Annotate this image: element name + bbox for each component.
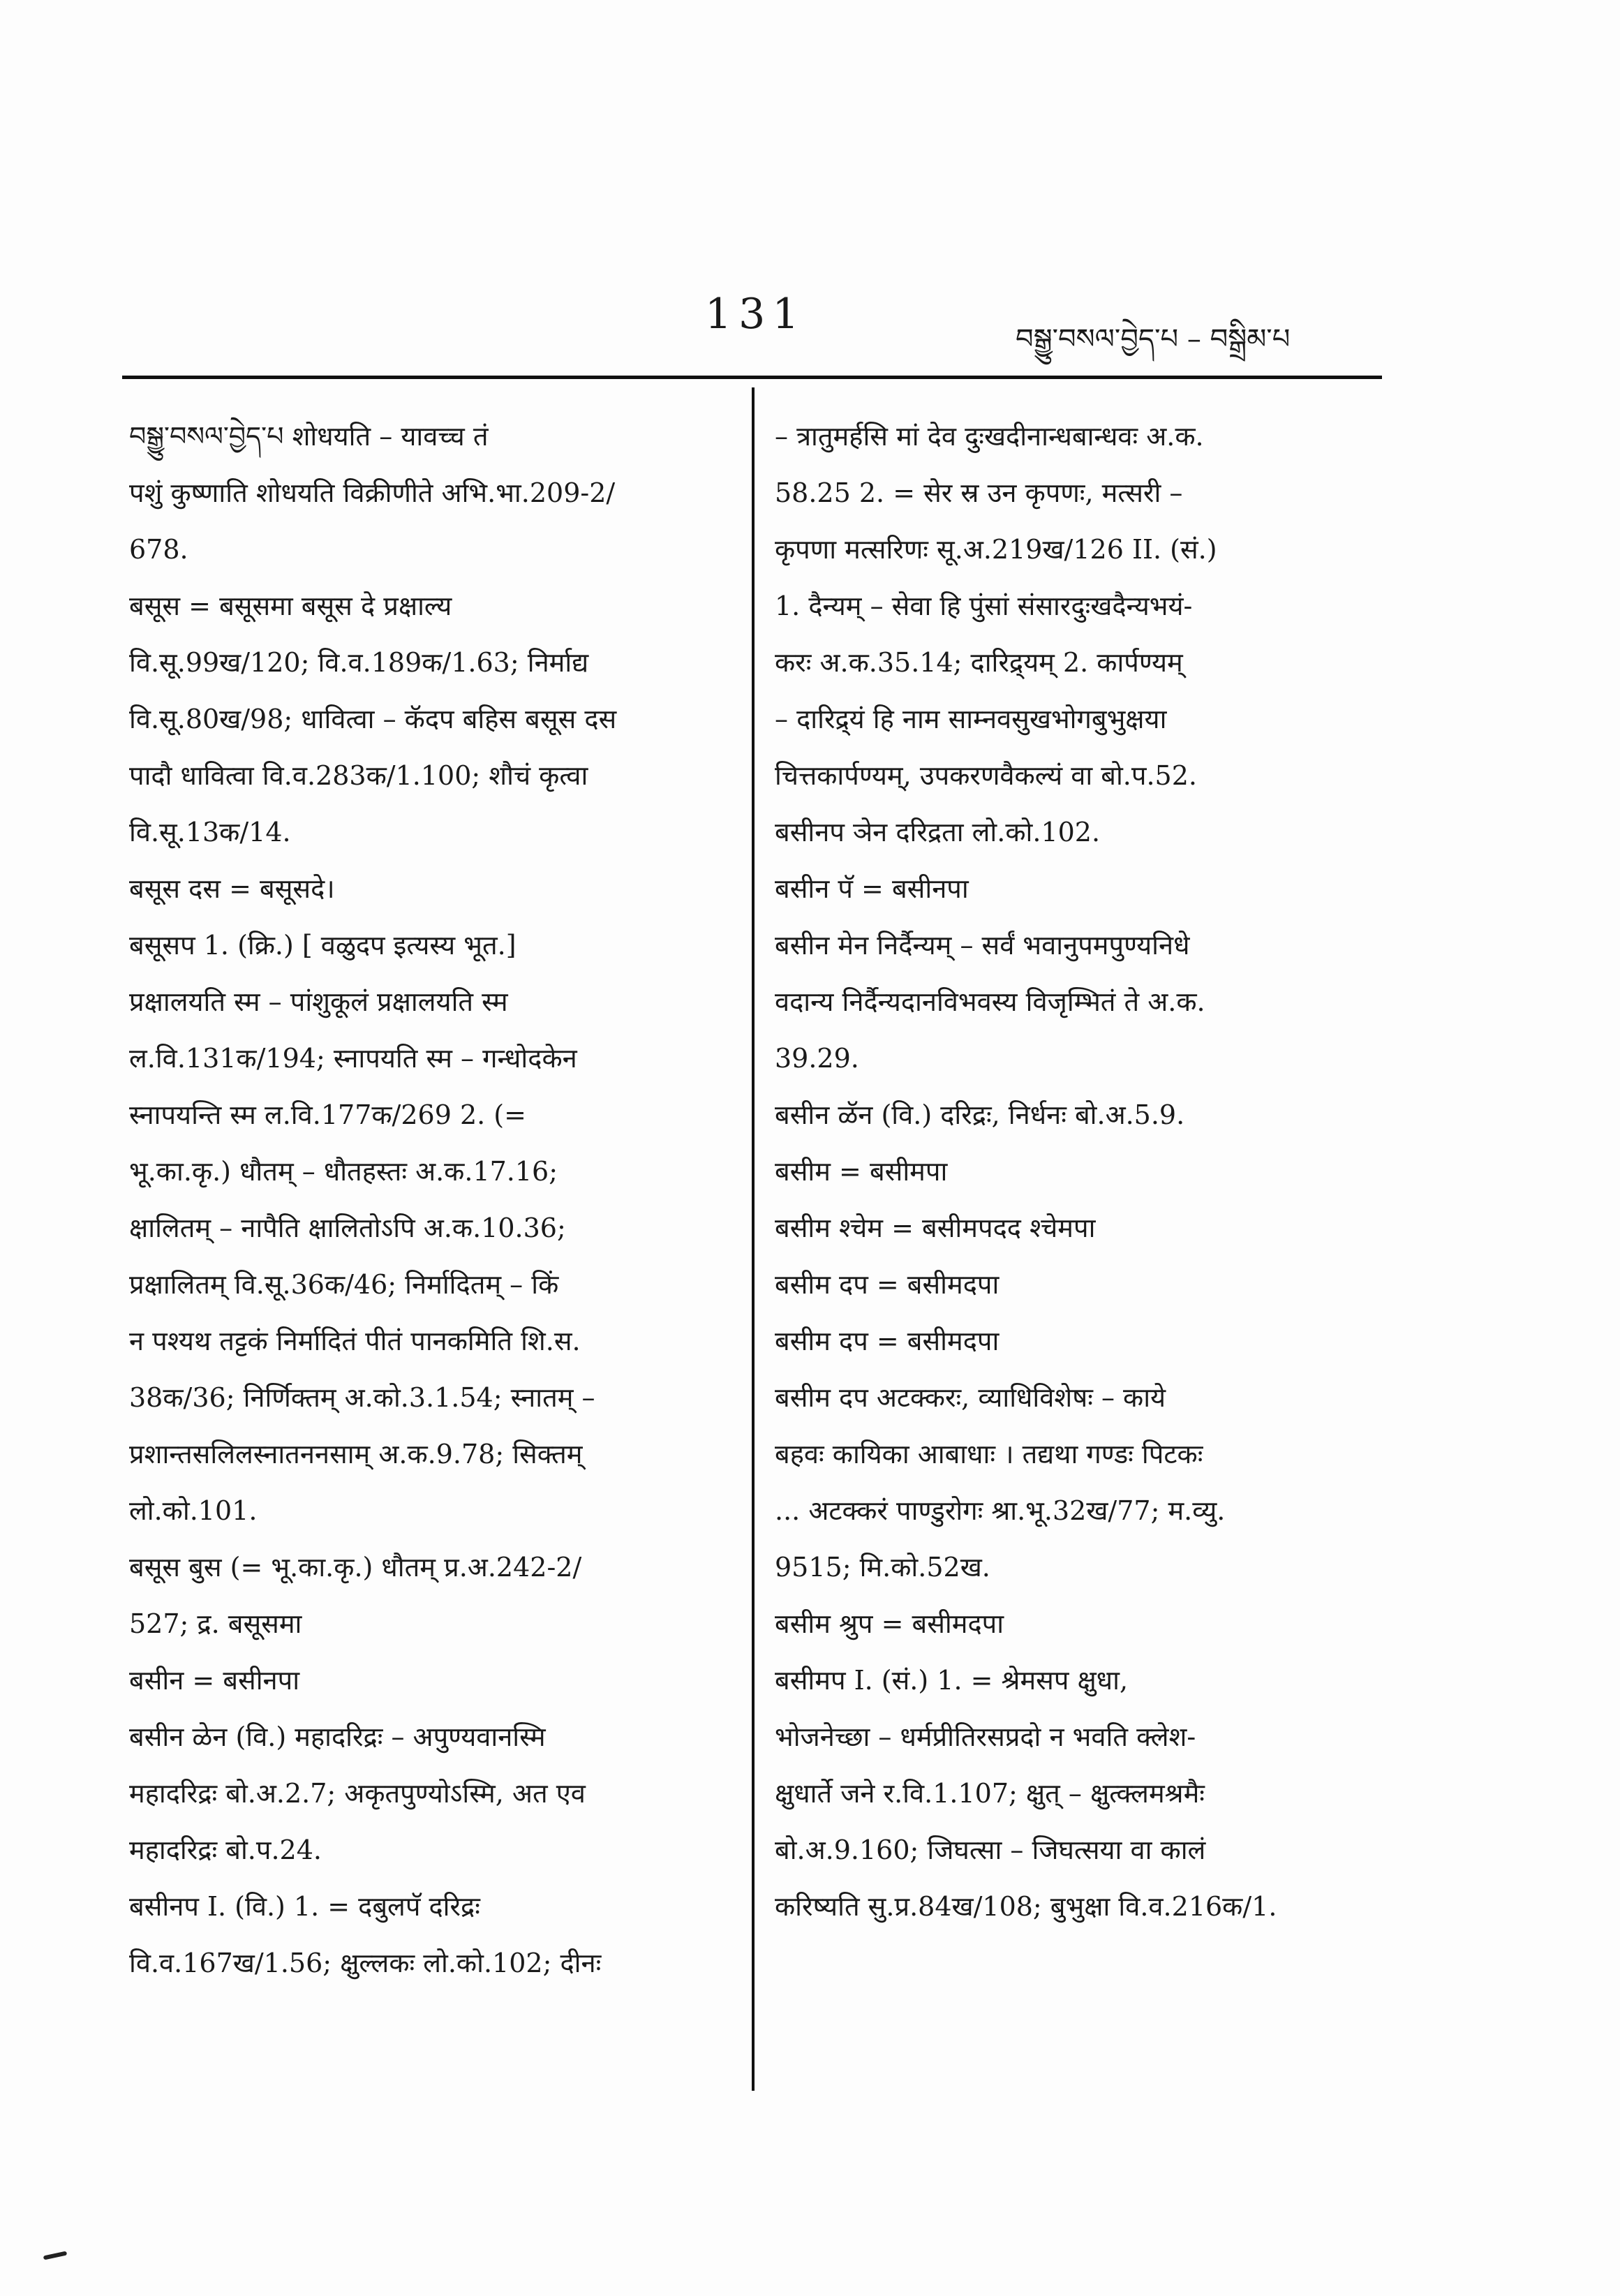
right-column-line: बसीम दप अटक्करः, व्याधिविशेषः – काये — [775, 1382, 1166, 1413]
right-column-line: करिष्यति सु.प्र.84ख/108; बुभुक्षा वि.व.216क/1. — [775, 1891, 1277, 1922]
right-column-line: बसीनप ञेन दरिद्रता लो.को.102. — [775, 817, 1101, 847]
right-column-line: ... अटक्करं पाण्डुरोगः श्रा.भू.32ख/77; म.व्यु. — [775, 1495, 1226, 1526]
running-head: བསྒྱུ་བསལ་བྱེད་པ – བསྒྲིམ་པ — [1016, 323, 1291, 355]
right-column-line: बसीम श्रुप = बसीमदपा — [775, 1608, 1004, 1639]
right-column-line: कृपणा मत्सरिणः सू.अ.219ख/126 II. (सं.) — [775, 534, 1217, 565]
left-column-line: ल.वि.131क/194; स्नापयति स्म – गन्धोदकेन — [129, 1043, 577, 1074]
right-column-line: भोजनेच्छा – धर्मप्रीतिरसप्रदो न भवति क्लेश- — [775, 1721, 1196, 1752]
right-column-line: बसीमप I. (सं.) 1. = श्रेमसप क्षुधा, — [775, 1665, 1129, 1696]
left-column-line: प्रक्षालितम् वि.सू.36क/46; निर्मादितम् – किं — [129, 1269, 559, 1300]
left-column-line: बसीन = बसीनपा — [129, 1665, 300, 1696]
top-rule — [122, 376, 1382, 379]
right-column-line: बसीन ळॅन (वि.) दरिद्रः, निर्धनः बो.अ.5.9. — [775, 1099, 1185, 1130]
right-column-line: 58.25 2. = सेर स्र उन कृपणः, मत्सरी – — [775, 477, 1183, 508]
right-column-line: करः अ.क.35.14; दारिद्र्यम् 2. कार्पण्यम् — [775, 647, 1183, 678]
right-column-line: – त्रातुमर्हसि मां देव दुःखदीनान्धबान्धवः अ.क. — [775, 421, 1204, 452]
right-column-line: बसीम = बसीमपा — [775, 1156, 948, 1187]
left-column-line: पशुं कुष्णाति शोधयति विक्रीणीते अभि.भा.209-2/ — [129, 477, 616, 508]
left-column-line: महादरिद्रः बो.प.24. — [129, 1835, 322, 1865]
left-column-line: बसूस बुस (= भू.का.कृ.) धौतम् प्र.अ.242-2/ — [129, 1552, 582, 1583]
left-column-line: महादरिद्रः बो.अ.2.7; अकृतपुण्योऽस्मि, अत एव — [129, 1778, 586, 1809]
left-column-line: बसीन ळेन (वि.) महादरिद्रः – अपुण्यवानस्मि — [129, 1721, 546, 1752]
left-column-line: स्नापयन्ति स्म ल.वि.177क/269 2. (= — [129, 1099, 526, 1130]
right-column-line: 9515; मि.को.52ख. — [775, 1552, 990, 1583]
column-divider — [752, 387, 755, 2091]
left-column-line: 678. — [129, 534, 188, 565]
left-column-line: བསྒྱུ་བསལ་བྱེད་པ शोधयति – यावच्च तं — [129, 421, 489, 452]
right-column-line: बो.अ.9.160; जिघत्सा – जिघत्सया वा कालं — [775, 1835, 1206, 1865]
right-column-line: क्षुधार्ते जने र.वि.1.107; क्षुत् – क्षुत्क्लमश्रमैः — [775, 1778, 1205, 1809]
left-column-line: वि.व.167ख/1.56; क्षुल्लकः लो.को.102; दीनः — [129, 1948, 602, 1978]
left-column-line: प्रशान्तसलिलस्नातननसाम् अ.क.9.78; सिक्तम् — [129, 1439, 583, 1469]
left-column — [129, 408, 715, 1992]
left-column-line: वि.सू.99ख/120; वि.व.189क/1.63; निर्माद्य — [129, 647, 589, 678]
left-column-line: प्रक्षालयति स्म – पांशुकूलं प्रक्षालयति स्म — [129, 986, 508, 1017]
page-number: 131 — [705, 290, 806, 339]
left-column-line: बसूस = बसूसमा बसूस दे प्रक्षाल्य — [129, 591, 452, 621]
left-column-line: वि.सू.80ख/98; धावित्वा – कॅदप बहिस बसूस दस — [129, 704, 617, 734]
scan-mark — [43, 2251, 68, 2260]
right-column-line: बसीम दप = बसीमदपा — [775, 1326, 1000, 1356]
left-column-line: न पश्यथ तट्टकं निर्मादितं पीतं पानकमिति शि.स. — [129, 1326, 581, 1356]
right-column — [775, 408, 1375, 1935]
right-column-line: बसीम श्चेम = बसीमपदद श्चेमपा — [775, 1213, 1096, 1243]
right-column-line: चित्तकार्पण्यम्, उपकरणवैकल्यं वा बो.प.52. — [775, 760, 1197, 791]
left-column-line: बसूसप 1. (क्रि.) [ वळुदप इत्यस्य भूत.] — [129, 930, 517, 961]
right-column-line: बसीन मेन निर्दैन्यम् – सर्वं भवानुपमपुण्यनिधे — [775, 930, 1190, 961]
left-column-line: बसूस दस = बसूसदे। — [129, 873, 335, 904]
right-column-line: वदान्य निर्दैन्यदानविभवस्य विजृम्भितं ते अ.क. — [775, 986, 1205, 1017]
right-column-line: बहवः कायिका आबाधाः । तद्यथा गण्डः पिटकः — [775, 1439, 1203, 1469]
left-column-line: बसीनप I. (वि.) 1. = दबुलपॅ दरिद्रः — [129, 1891, 480, 1922]
right-column-line: 39.29. — [775, 1043, 859, 1074]
right-column-line: बसीम दप = बसीमदपा — [775, 1269, 1000, 1300]
left-column-line: भू.का.कृ.) धौतम् – धौतहस्तः अ.क.17.16; — [129, 1156, 558, 1187]
left-column-line: क्षालितम् – नापैति क्षालितोऽपि अ.क.10.36; — [129, 1213, 566, 1243]
right-column-line: 1. दैन्यम् – सेवा हि पुंसां संसारदुःखदैन्यभयं- — [775, 591, 1193, 621]
right-column-line: बसीन पॅ = बसीनपा — [775, 873, 969, 904]
left-column-line: लो.को.101. — [129, 1495, 258, 1526]
left-column-line: वि.सू.13क/14. — [129, 817, 291, 847]
left-column-line: 38क/36; निर्णिक्तम् अ.को.3.1.54; स्नातम् – — [129, 1382, 595, 1413]
left-column-line: 527; द्र. बसूसमा — [129, 1608, 302, 1639]
left-column-line: पादौ धावित्वा वि.व.283क/1.100; शौचं कृत्वा — [129, 760, 588, 791]
right-column-line: – दारिद्र्यं हि नाम साम्नवसुखभोगबुभुक्षया — [775, 704, 1167, 734]
